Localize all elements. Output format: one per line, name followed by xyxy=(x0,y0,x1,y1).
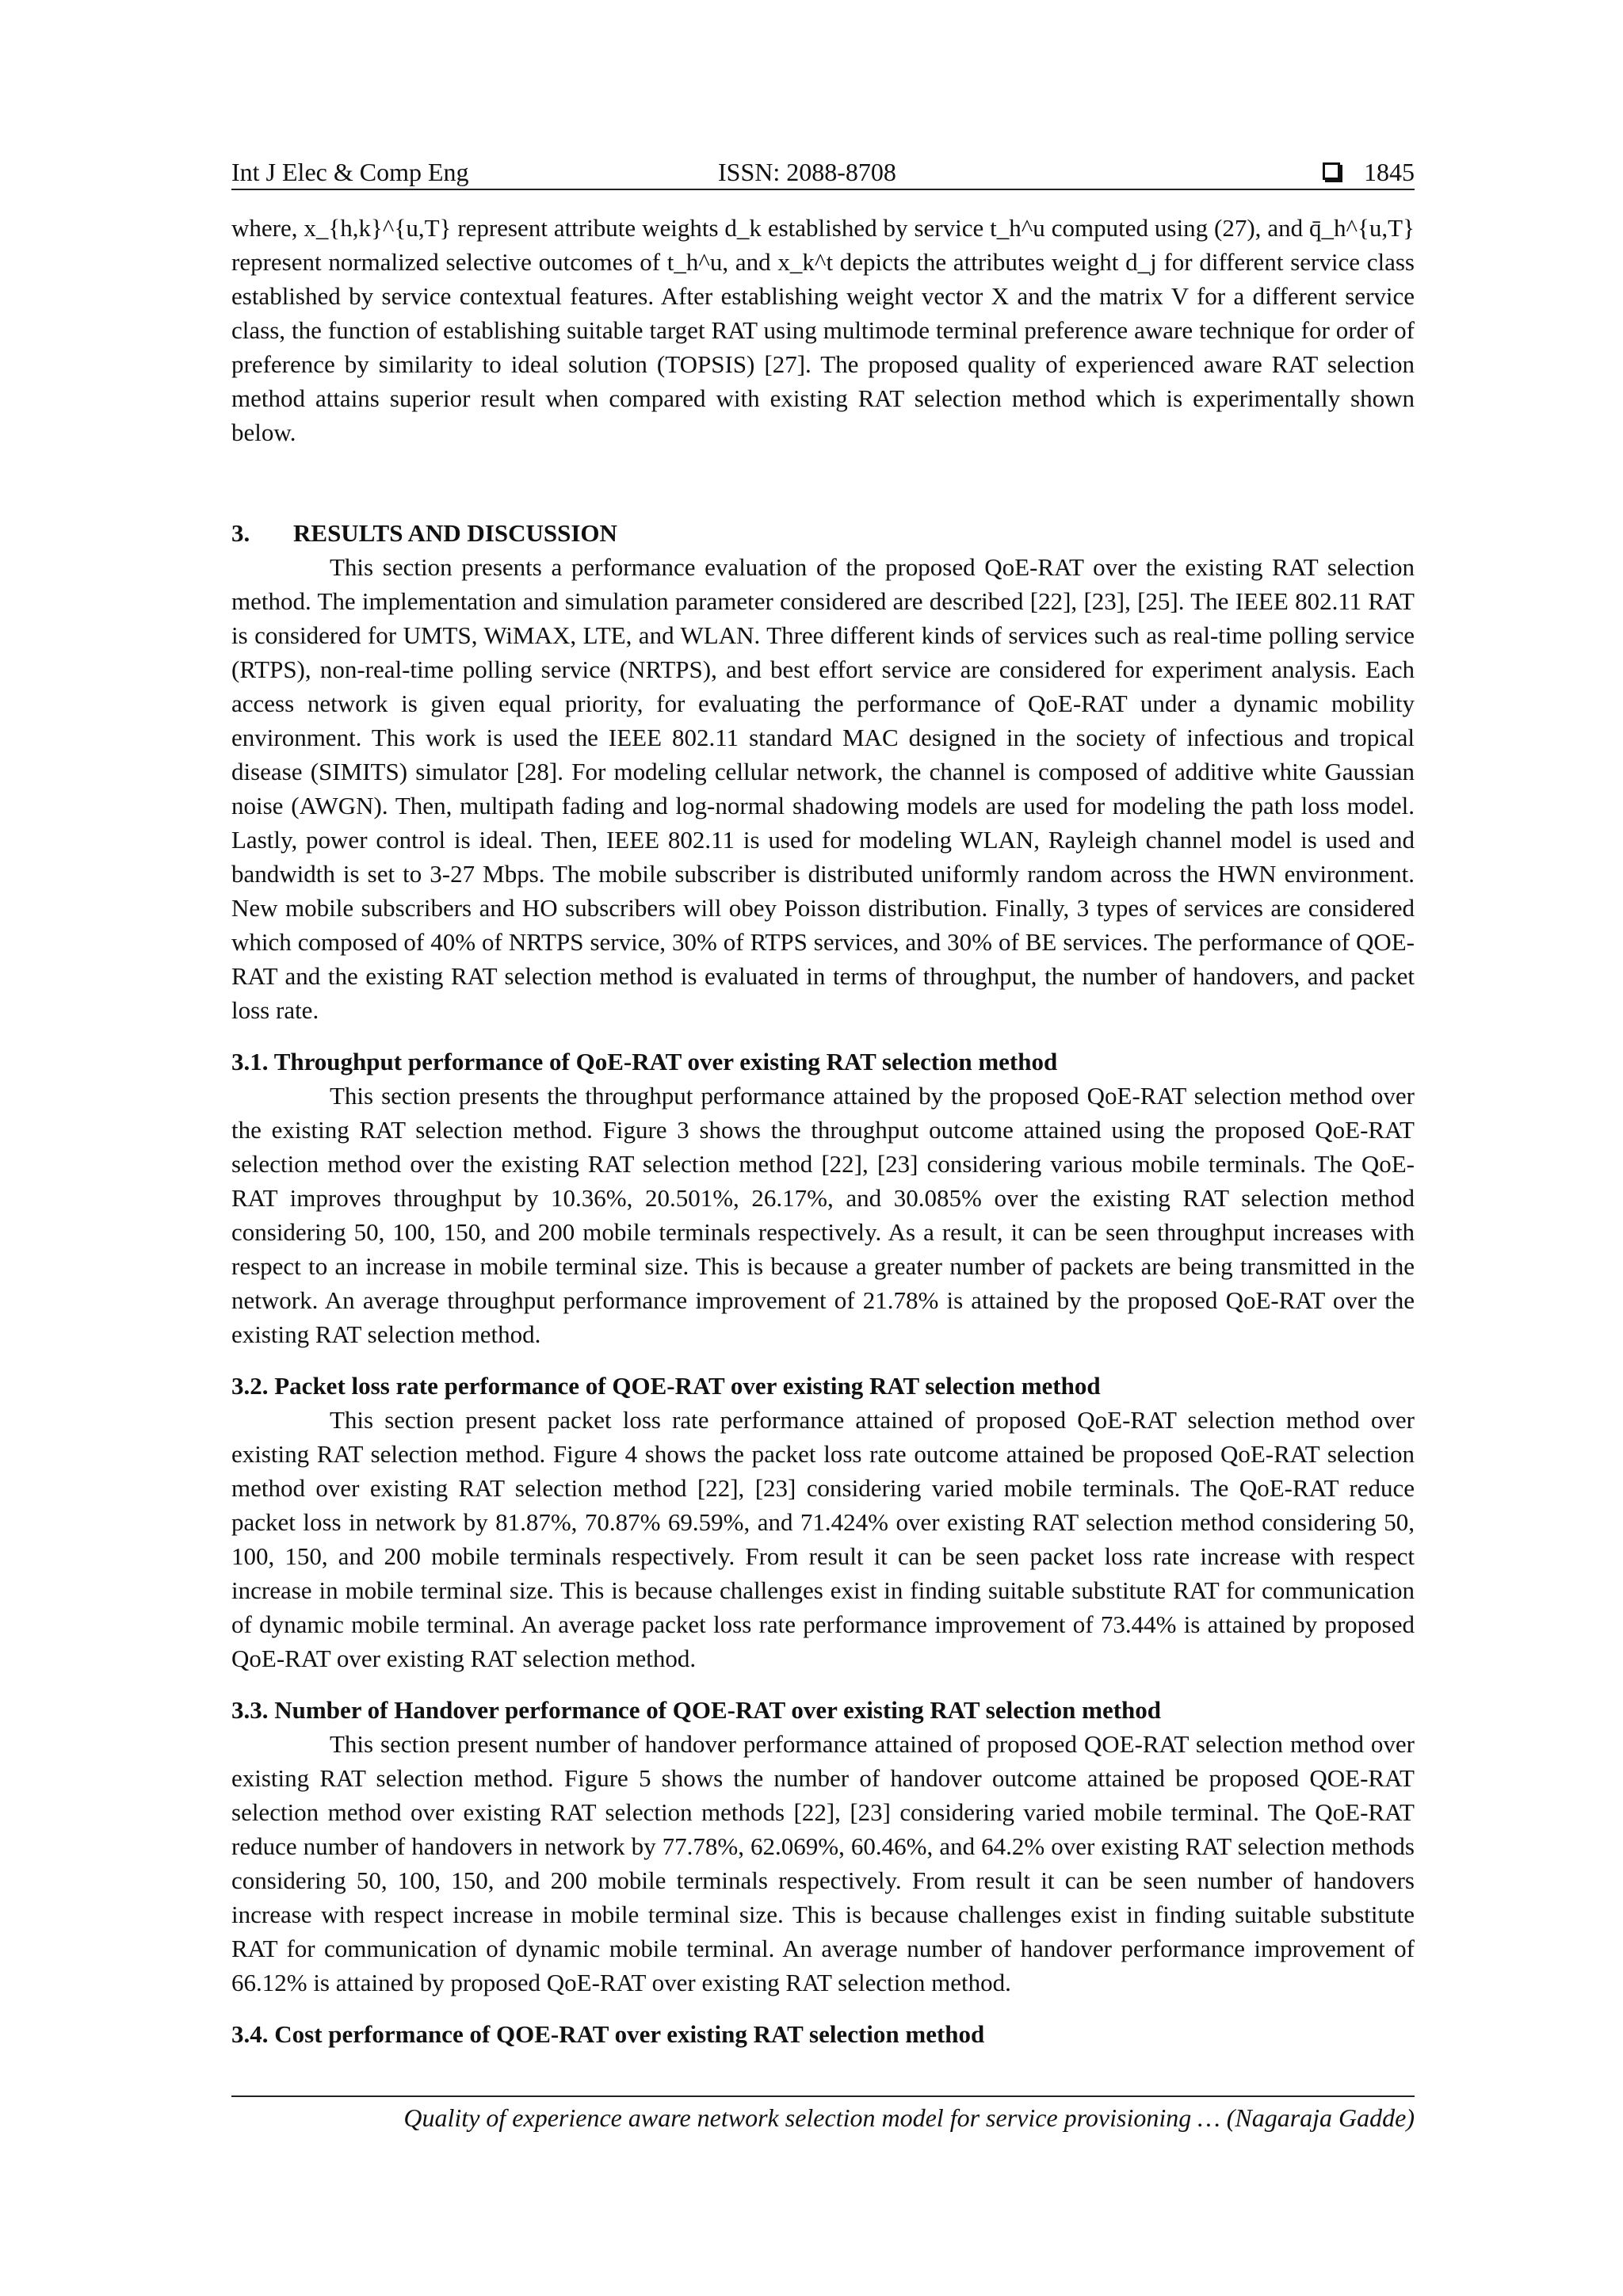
throughput-paragraph: This section presents the throughput performance attained by the proposed QoE-RAT selection method over the existing RAT selection method. Figure 3 shows the throughput outcome attained using the proposed QoE-RAT selection method over the existing RAT selection method [22], [23] considering various mobile terminals. The QoE-RAT improves throughput by 10.36%, 20.501%, 26.17%, and 30.085% over the existing RAT selection method considering 50, 100, 150, and 200 mobile terminals respectively. As a result, it can be seen throughput increases with respect to an increase in mobile terminal size. This is because a greater number of packets are being transmitted in the network. An average throughput performance improvement of 21.78% is attained by the proposed QoE-RAT over the existing RAT selection method. xyxy=(231,1082,1415,1348)
subsection-heading-packet-loss: 3.2. Packet loss rate performance of QOE-RAT over existing RAT selection method xyxy=(231,1372,1101,1400)
packet-loss-paragraph: This section present packet loss rate performance attained of proposed QoE-RAT selection method over existing RAT selection method. Figure 4 shows the packet loss rate outcome attained be proposed QoE-RAT selection method over existing RAT selection method [22], [23] considering varied mobile terminals. The QoE-RAT reduce packet loss in network by 81.87%, 70.87% 69.59%, and 71.424% over existing RAT selection method considering 50, 100, 150, and 200 mobile terminals respectively. From result it can be seen packet loss rate increase with respect increase in mobile terminal size. This is because challenges exist in finding suitable substitute RAT for communication of dynamic mobile terminal. An average packet loss rate performance improvement of 73.44% is attained by proposed QoE-RAT over existing RAT selection method. xyxy=(231,1406,1415,1672)
page-number: 1845 xyxy=(1364,158,1415,186)
square-bullet-icon xyxy=(1323,162,1340,180)
issn: ISSN: 2088-8708 xyxy=(718,158,896,186)
section-number: 3. xyxy=(231,519,250,547)
section-title: RESULTS AND DISCUSSION xyxy=(293,519,617,547)
section-heading-results xyxy=(231,516,1415,550)
handover-paragraph: This section present number of handover performance attained of proposed QOE-RAT selection method over existing RAT selection method. Figure 5 shows the number of handover outcome attained be proposed QOE-RAT selection method over existing RAT selection methods [22], [23] considering varied mobile terminal. The QoE-RAT reduce number of handovers in network by 77.78%, 62.069%, 60.46%, and 64.2% over existing RAT selection methods considering 50, 100, 150, and 200 mobile terminals respectively. From result it can be seen number of handovers increase with respect increase in mobile terminal size. This is because challenges exist in finding suitable substitute RAT for communication of dynamic mobile terminal. An average number of handover performance improvement of 66.12% is attained by proposed QoE-RAT over existing RAT selection method. xyxy=(231,1730,1415,1996)
subsection-heading-throughput: 3.1. Throughput performance of QoE-RAT over existing RAT selection method xyxy=(231,1048,1058,1075)
running-footer xyxy=(231,2095,1415,2135)
intro-paragraph: where, x_{h,k}^{u,T} represent attribute weights d_k established by service t_h^u computed using (27), and q̄_h^{u,T} represent normalized selective outcomes of t_h^u, and x_k^t depicts the attributes weight d_j for different service class established by service contextual features. After establishing weight vector X and the matrix V for a different service class, the function of establishing suitable target RAT using multimode terminal preference aware technique for order of preference by similarity to ideal solution (TOPSIS) [27]. The proposed quality of experienced aware RAT selection method attains superior result when compared with existing RAT selection method which is experimentally shown below. xyxy=(231,214,1415,446)
subsection-heading-cost: 3.4. Cost performance of QOE-RAT over existing RAT selection method xyxy=(231,2020,985,2048)
body-text xyxy=(231,211,1415,2051)
footer-title: Quality of experience aware network selection model for service provisioning … (Nagaraja Gadde) xyxy=(403,2103,1415,2132)
journal-name: Int J Elec & Comp Eng xyxy=(231,158,469,186)
subsection-heading-handover: 3.3. Number of Handover performance of QOE-RAT over existing RAT selection method xyxy=(231,1696,1162,1724)
running-header xyxy=(231,155,1415,190)
results-paragraph: This section presents a performance evaluation of the proposed QoE-RAT over the existing RAT selection method. The implementation and simulation parameter considered are described [22], [23], [25]. The IEEE 802.11 RAT is considered for UMTS, WiMAX, LTE, and WLAN. Three different kinds of services such as real-time polling service (RTPS), non-real-time polling service (NRTPS), and best effort service are considered for experiment analysis. Each access network is given equal priority, for evaluating the performance of QoE-RAT under a dynamic mobility environment. This work is used the IEEE 802.11 standard MAC designed in the society of infectious and tropical disease (SIMITS) simulator [28]. For modeling cellular network, the channel is composed of additive white Gaussian noise (AWGN). Then, multipath fading and log-normal shadowing models are used for modeling the path loss model. Lastly, power control is ideal. Then, IEEE 802.11 is used for modeling WLAN, Rayleigh channel model is used and bandwidth is set to 3-27 Mbps. The mobile subscriber is distributed uniformly random across the HWN environment. New mobile subscribers and HO subscribers will obey Poisson distribution. Finally, 3 types of services are considered which composed of 40% of NRTPS service, 30% of RTPS services, and 30% of BE services. The performance of QOE-RAT and the existing RAT selection method is evaluated in terms of throughput, the number of handovers, and packet loss rate. xyxy=(231,553,1415,1024)
